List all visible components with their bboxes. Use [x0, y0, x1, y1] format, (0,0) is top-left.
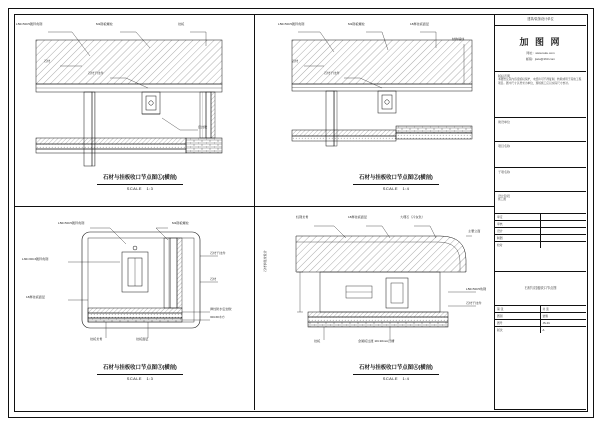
detail-3-label-2: 石材干挂件 — [210, 251, 226, 255]
detail-1-label-6: 密封胶 — [198, 125, 208, 129]
titleblock-note — [495, 72, 586, 118]
detail-2-title: 石材与挂板收口节点图②(横剖) — [359, 175, 433, 181]
titleblock-field-1 — [495, 142, 586, 168]
detail-3-label-6: 弹性防水密封胶 — [210, 307, 232, 311]
logo-website: 网址：www.tuku.com — [526, 50, 555, 55]
logo-email: 邮箱：jiatu@163.com — [525, 57, 556, 62]
approval-row-1-role: 审核 — [495, 221, 541, 227]
approval-row-3-role: 制图 — [495, 235, 541, 241]
titleblock-field-2 — [495, 168, 586, 192]
detail-3-label-9: 挂板面层 — [136, 337, 149, 341]
detail-1-label-0: L50×50×5镀锌角钢 — [16, 22, 43, 26]
detail-3-scale: SCALE 1:3 — [126, 376, 154, 382]
approval-row-0-role: 审定 — [495, 214, 541, 220]
detail-2-label-1: M1钢板螺栓 — [348, 22, 365, 26]
titleblock-bottom-table — [495, 306, 586, 410]
detail-4-title: 石材与挂板收口节点图④(横剖) — [359, 365, 433, 371]
detail-2-label-3: 石材 — [292, 59, 299, 63]
detail-2-label-0: L50×50×5镀锌角钢 — [278, 22, 305, 26]
detail-3-rule — [97, 374, 183, 375]
detail-3-caption — [60, 364, 220, 383]
detail-3-label-4: 石材 — [210, 277, 217, 281]
detail-2-label-4: 石材干挂件 — [324, 71, 340, 75]
detail-4-label-2: 大理石（冷灰色） — [400, 215, 425, 219]
titleblock-sheet-name: 石材与挂板收口节点图 — [495, 272, 586, 306]
detail-3-label-5: 18厚挂板面层 — [26, 295, 45, 299]
titleblock-note-title: 版权声明 — [498, 74, 511, 78]
detail-2-scale: SCALE 1:4 — [382, 186, 410, 192]
bottom-row-1-label: 图别 — [495, 313, 541, 319]
detail-1-label-1: M1钢板螺栓 — [96, 22, 113, 26]
detail-4-label-3: 主要立面 — [468, 229, 481, 233]
approval-row-2-name — [541, 228, 587, 234]
approval-row-4-name — [541, 242, 587, 248]
titleblock-field-0 — [495, 118, 586, 142]
bottom-row-2-label: 图号 — [495, 320, 541, 326]
detail-1-label-3: 石材 — [44, 59, 51, 63]
horizontal-divider — [14, 206, 494, 207]
detail-1-title: 石材与挂板收口节点图①(横剖) — [103, 175, 177, 181]
detail-3-label-8: 挂板龙骨 — [90, 337, 103, 341]
approval-row-0-name — [541, 214, 587, 220]
detail-1-scale: SCALE 1:3 — [126, 186, 154, 192]
detail-1-caption — [60, 174, 220, 193]
titleblock-field-3 — [495, 192, 586, 214]
bottom-row-0-value: 共 张 — [542, 307, 549, 311]
detail-2-caption — [316, 174, 476, 193]
detail-4-label-1: 18厚挂板面层 — [348, 215, 367, 219]
detail-2-label-5: 结构墙体 — [452, 37, 465, 41]
titleblock-field-0-label: 建设单位 — [498, 120, 511, 124]
approval-row-3-name — [541, 235, 587, 241]
detail-3-label-0: L50×50×5镀锌角钢 — [58, 221, 85, 225]
approval-row-2-role: 设计 — [495, 228, 541, 234]
approval-row-1-name — [541, 221, 587, 227]
logo-text: 加 图 网 — [519, 36, 562, 47]
detail-2-rule — [353, 184, 439, 185]
detail-3-label-3: L30×30×3镀锌角钢 — [22, 257, 49, 261]
detail-3-label-7: 30×30木方 — [210, 315, 225, 319]
detail-1-drawing — [16, 22, 240, 166]
approval-row-4-role: 校对 — [495, 242, 541, 248]
detail-4-label-4: L50×50×5角钢 — [466, 287, 487, 291]
detail-1-label-2: 挂板 — [178, 22, 185, 26]
vertical-divider — [254, 14, 255, 410]
detail-3-title: 石材与挂板收口节点图③(横剖) — [103, 365, 177, 371]
detail-2-label-2: 18厚挂板面层 — [410, 22, 429, 26]
detail-4-caption — [316, 364, 476, 383]
detail-4-label-5: 石材干挂件 — [466, 301, 482, 305]
detail-4-rule — [353, 374, 439, 375]
titleblock-note-body: 本图纸及其内容受版权保护，未经许可不得复制、转载或用于其他工程项目。图中尺寸以毫米为单位，现场施工应以实际尺寸核对。 — [498, 78, 582, 86]
titleblock-field-2-label: 子项名称 — [498, 170, 511, 174]
bottom-row-3-label: 版次 — [495, 327, 541, 333]
detail-4-label-7: 金属板过渡 10×10mm凹槽 — [358, 339, 395, 343]
bottom-row-3-value: A — [542, 328, 545, 333]
titleblock-top-label: 建筑/装饰设计单位 — [495, 14, 586, 26]
detail-2-drawing — [278, 22, 486, 166]
titleblock-field-1-label: 项目名称 — [498, 144, 511, 148]
detail-4-label-6: 挂板 — [314, 339, 321, 343]
titleblock-field-3-label: 设计阶段 — [498, 194, 511, 198]
title-block — [494, 14, 586, 410]
detail-4-scale: SCALE 1:4 — [382, 376, 410, 382]
bottom-row-2-value: JS-01 — [542, 321, 550, 326]
detail-4-drawing — [263, 215, 487, 350]
titleblock-approval-table — [495, 214, 586, 272]
detail-3-drawing — [22, 221, 240, 348]
detail-1-label-4: 石材干挂件 — [88, 71, 104, 75]
detail-1-rule — [97, 184, 183, 185]
detail-4-label-8: 石材厚度按设计 — [263, 250, 267, 272]
bottom-row-0-label: 第 张 — [495, 306, 541, 312]
bottom-row-1-value: 装施 — [542, 314, 549, 319]
titleblock-logo — [495, 26, 586, 72]
titleblock-field-3-value: 施工图 — [498, 198, 507, 202]
detail-4-label-0: 轻钢龙骨 — [296, 215, 309, 219]
detail-3-label-1: M1钢板螺栓 — [172, 221, 189, 225]
